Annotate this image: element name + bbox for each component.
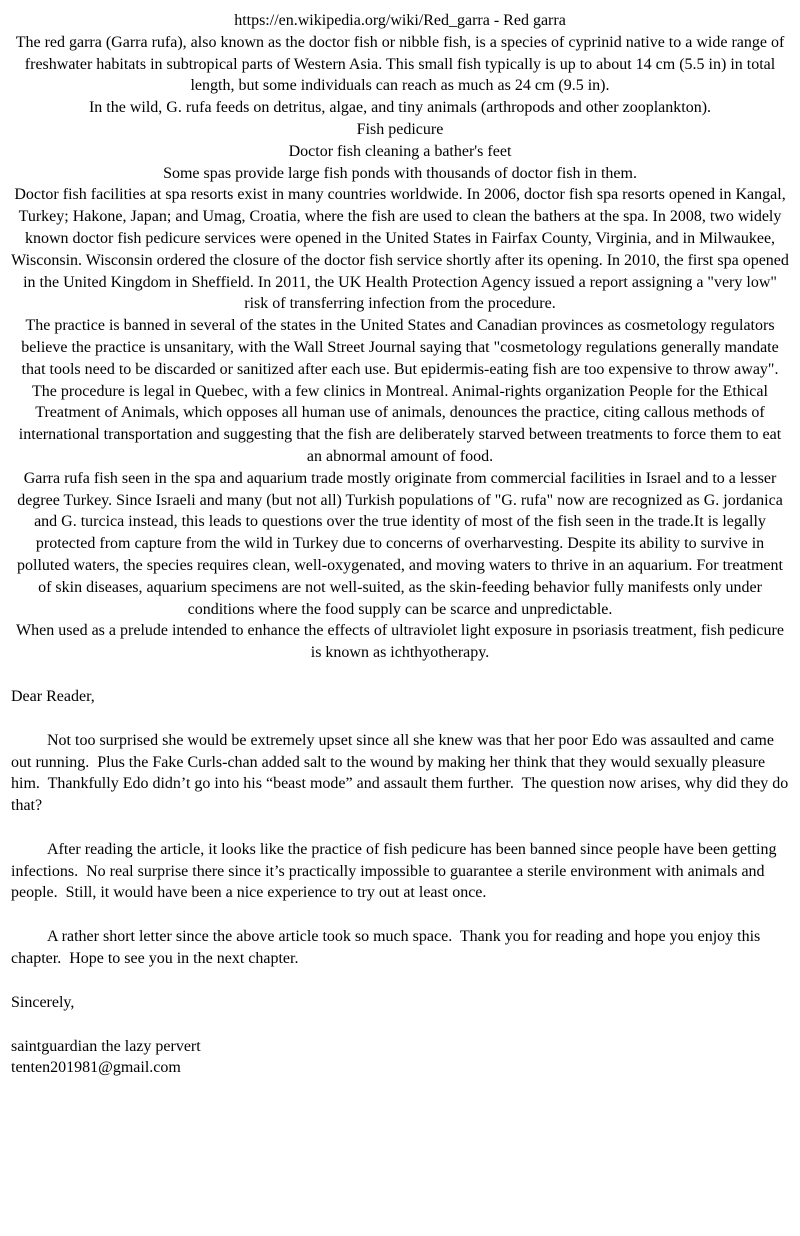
article-paragraph-spa-history: Doctor fish facilities at spa resorts exist in many countries worldwide. In 2006, doctor fish spa resorts opened in Kangal, Turkey; Hakone, Japan; and Umag, Croatia, where the fish are used to clean the bathers at the spa. In 2008, two widely known doctor fish pedicure services were opened in the United States in Fairfax County, Virginia, and in Milwaukee, Wisconsin. Wisconsin ordered the closure of the doctor fish service shortly after its opening. In 2010, the first spa opened in the United Kingdom in Sheffield. In 2011, the UK Health Protection Agency issued a report assigning a "very low" risk of transferring infection from the procedure. <box>11 186 793 313</box>
wikipedia-article-excerpt <box>11 10 793 664</box>
letter-paragraph-article-comment: After reading the article, it looks like the practice of fish pedicure has been banned since people have been getting infections. No real surprise there since it’s practically impossible to guarantee a sterile environment with animals and people. Still, it would have been a nice experience to try out at least once. <box>11 840 781 902</box>
article-caption-doctor-fish: Doctor fish cleaning a bather's feet <box>288 142 512 160</box>
letter-salutation: Dear Reader, <box>11 687 95 705</box>
article-paragraph-ichthyotherapy: When used as a prelude intended to enhance the effects of ultraviolet light exposure in psoriasis treatment, fish pedicure is known as ichthyotherapy. <box>16 622 788 662</box>
article-heading-fish-pedicure: Fish pedicure <box>356 120 444 138</box>
letter-paragraph-thanks: A rather short letter since the above article took so much space. Thank you for reading and hope you enjoy this chapter. Hope to see you in the next chapter. <box>11 928 765 968</box>
article-caption-spas: Some spas provide large fish ponds with thousands of doctor fish in them. <box>163 164 637 182</box>
article-paragraph-bans: The practice is banned in several of the states in the United States and Canadian provinces as cosmetology regulators believe the practice is unsanitary, with the Wall Street Journal saying that "cosmetology regulations generally mandate that tools need to be discarded or sanitized after each use. But epidermis-eating fish are too expensive to throw away". The procedure is legal in Quebec, with a few clinics in Montreal. Animal-rights organization People for the Ethical Treatment of Animals, which opposes all human use of animals, denounces the practice, citing callous methods of international transportation and suggesting that the fish are deliberately starved between treatments to force them to eat an abnormal amount of food. <box>18 317 786 465</box>
article-paragraph-trade: Garra rufa fish seen in the spa and aquarium trade mostly originate from commercial facilities in Israel and to a lesser degree Turkey. Since Israeli and many (but not all) Turkish populations of "G. rufa" now are recognized as G. jordanica and G. turcica instead, this leads to questions over the true identity of most of the fish seen in the trade.It is legally protected from capture from the wild in Turkey due to concerns of overharvesting. Despite its ability to survive in polluted waters, the species requires clean, well-oxygenated, and moving waters to thrive in an aquarium. For treatment of skin diseases, aquarium specimens are not well-suited, as the skin-feeding behavior fully manifests only under conditions where the food supply can be scarce and unpredictable. <box>17 469 787 618</box>
letter-closing: Sincerely, <box>11 993 75 1011</box>
article-paragraph-species: The red garra (Garra rufa), also known as the doctor fish or nibble fish, is a species of cyprinid native to a wide range of freshwater habitats in subtropical parts of Western Asia. This small fish typically is up to about 14 cm (5.5 in) in total length, but some individuals can reach as much as 24 cm (9.5 in). <box>15 33 789 95</box>
letter-signature-email: tenten201981@gmail.com <box>11 1059 181 1077</box>
author-letter <box>11 686 793 1079</box>
letter-paragraph-reaction: Not too surprised she would be extremely upset since all she knew was that her poor Edo was assaulted and came out running. Plus the Fake Curls-chan added salt to the wound by making her think that they would sexually pleasure him. Thankfully Edo didn’t go into his “beast mode” and assault them further. The question now arises, why did they do that? <box>11 731 793 815</box>
letter-signature-name: saintguardian the lazy pervert <box>11 1037 201 1055</box>
article-source-url: https://en.wikipedia.org/wiki/Red_garra - Red garra <box>234 12 566 29</box>
article-paragraph-diet: In the wild, G. rufa feeds on detritus, algae, and tiny animals (arthropods and other zooplankton). <box>88 99 712 117</box>
